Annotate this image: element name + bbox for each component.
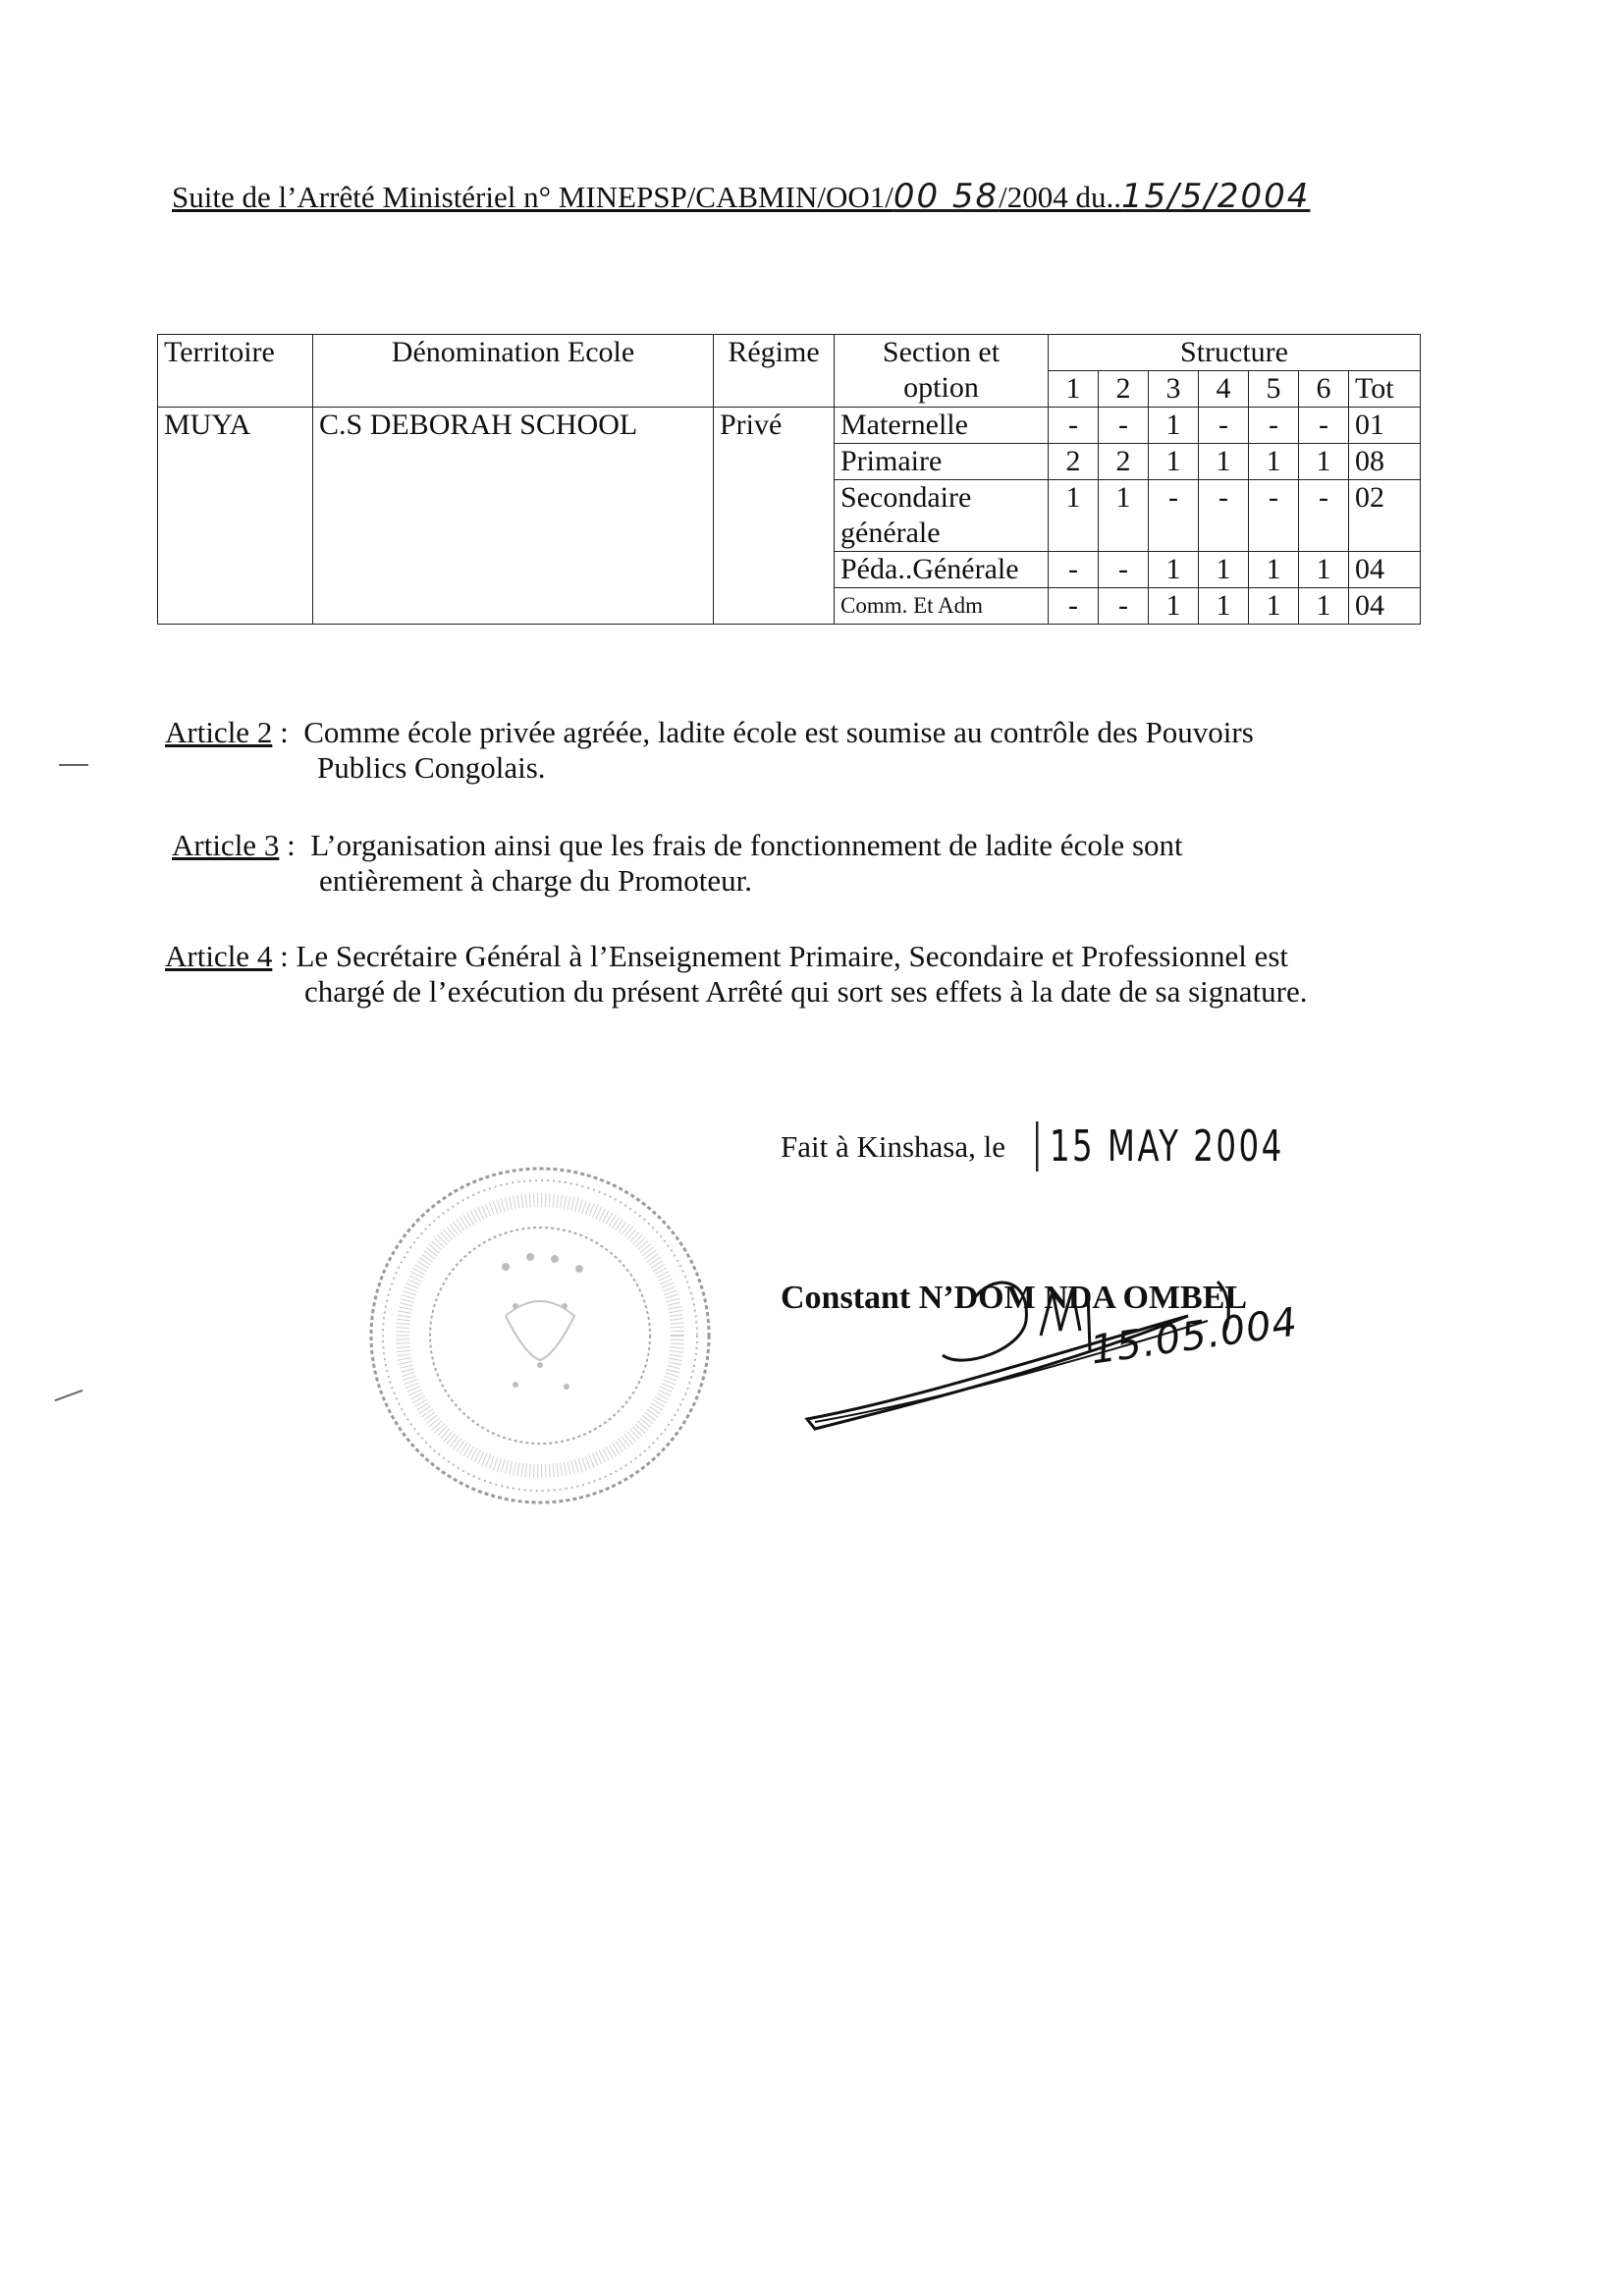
decree-number-handwritten: 00 58	[893, 177, 1000, 216]
cell-value: -	[1049, 588, 1099, 625]
scan-mark	[55, 1390, 83, 1401]
article-label: Article 2	[165, 715, 273, 749]
cell-value: 1	[1149, 408, 1199, 444]
cell-value: 1	[1049, 480, 1099, 552]
cell-value: -	[1049, 408, 1099, 444]
cell-value: 2	[1049, 444, 1099, 480]
cell-value: 1	[1299, 552, 1349, 588]
cell-value: 1	[1299, 588, 1349, 625]
cell-value: -	[1249, 480, 1299, 552]
header-section-line2: option	[903, 371, 979, 404]
cell-value: 1	[1199, 444, 1249, 480]
article-2	[165, 715, 1254, 786]
article-separator: :	[272, 715, 304, 749]
cell-value: -	[1249, 408, 1299, 444]
header-section	[835, 335, 1049, 408]
article-separator: :	[279, 828, 311, 862]
article-text-line2: entièrement à charge du Promoteur.	[319, 863, 753, 898]
article-text-line1: L’organisation ainsi que les frais de fonctionnement de ladite école sont	[310, 828, 1183, 862]
header-col-tot: Tot	[1349, 371, 1421, 408]
cell-value: 1	[1249, 588, 1299, 625]
header-territoire: Territoire	[158, 335, 313, 408]
cell-value: -	[1149, 480, 1199, 552]
cell-value: 1	[1099, 480, 1149, 552]
cell-value: 1	[1149, 588, 1199, 625]
article-4	[165, 939, 1307, 1010]
header-col: 2	[1099, 371, 1149, 408]
header-regime: Régime	[714, 335, 835, 408]
cell-value: 2	[1099, 444, 1149, 480]
header-col: 1	[1049, 371, 1099, 408]
signature-date: 15.05.004	[1087, 1299, 1301, 1374]
cell-regime: Privé	[714, 408, 835, 625]
article-text-line1: Comme école privée agréée, ladite école est soumise au contrôle des Pouvoirs	[303, 715, 1254, 749]
article-text-line1: Le Secrétaire Général à l’Enseignement Primaire, Secondaire et Professionnel est	[296, 939, 1288, 973]
decree-year: /2004 du..	[999, 180, 1122, 214]
cell-denomination: C.S DEBORAH SCHOOL	[313, 408, 714, 625]
header-col: 6	[1299, 371, 1349, 408]
cell-value: -	[1299, 480, 1349, 552]
header-structure: Structure	[1049, 335, 1421, 371]
article-separator: :	[272, 939, 297, 973]
table-row	[158, 408, 1421, 444]
article-label: Article 4	[165, 939, 273, 973]
handwritten-signature	[795, 1262, 1326, 1448]
header-col: 3	[1149, 371, 1199, 408]
cell-territoire: MUYA	[158, 408, 313, 625]
cell-total: 08	[1349, 444, 1421, 480]
cell-section: Comm. Et Adm	[835, 588, 1049, 625]
cell-value: 1	[1149, 444, 1199, 480]
cell-value: -	[1099, 408, 1149, 444]
decree-date-handwritten: 15/5/2004	[1121, 177, 1311, 216]
cell-total: 04	[1349, 552, 1421, 588]
table-header-row	[158, 335, 1421, 371]
decree-prefix: Suite de l’Arrêté Ministériel n° MINEPSP/CABMIN/OO1/	[172, 180, 893, 214]
scan-mark	[59, 764, 88, 766]
cell-total: 01	[1349, 408, 1421, 444]
cell-value: 1	[1149, 552, 1199, 588]
header-section-line1: Section et	[882, 336, 1001, 368]
cell-section: Péda..Générale	[835, 552, 1049, 588]
cell-total: 04	[1349, 588, 1421, 625]
official-seal-image	[358, 1159, 722, 1512]
cell-total: 02	[1349, 480, 1421, 552]
header-col: 4	[1199, 371, 1249, 408]
cell-value: 1	[1199, 588, 1249, 625]
cell-value: -	[1099, 588, 1149, 625]
decree-reference	[172, 177, 1448, 216]
cell-section: Maternelle	[835, 408, 1049, 444]
article-text-line2: Publics Congolais.	[317, 750, 546, 785]
cell-value: 1	[1299, 444, 1349, 480]
cell-value: -	[1099, 552, 1149, 588]
header-col: 5	[1249, 371, 1299, 408]
cell-value: 1	[1249, 444, 1299, 480]
article-text-line2: chargé de l’exécution du présent Arrêté qui sort ses effets à la date de sa signature.	[304, 974, 1308, 1009]
school-table	[157, 334, 1421, 625]
cell-value: -	[1199, 480, 1249, 552]
signatory-name: Constant N’DOM NDA OMBEL	[781, 1280, 1248, 1316]
cell-value: 1	[1249, 552, 1299, 588]
cell-value: -	[1299, 408, 1349, 444]
article-3	[172, 828, 1183, 899]
place-label: Fait à Kinshasa, le	[781, 1129, 1006, 1164]
article-label: Article 3	[172, 828, 280, 862]
cell-value: 1	[1199, 552, 1249, 588]
cell-section: Secondaire générale	[835, 480, 1049, 552]
cell-value: -	[1199, 408, 1249, 444]
cell-section: Primaire	[835, 444, 1049, 480]
date-stamp: 15 MAY 2004	[1036, 1121, 1284, 1172]
header-denomination: Dénomination Ecole	[313, 335, 714, 408]
cell-value: -	[1049, 552, 1099, 588]
